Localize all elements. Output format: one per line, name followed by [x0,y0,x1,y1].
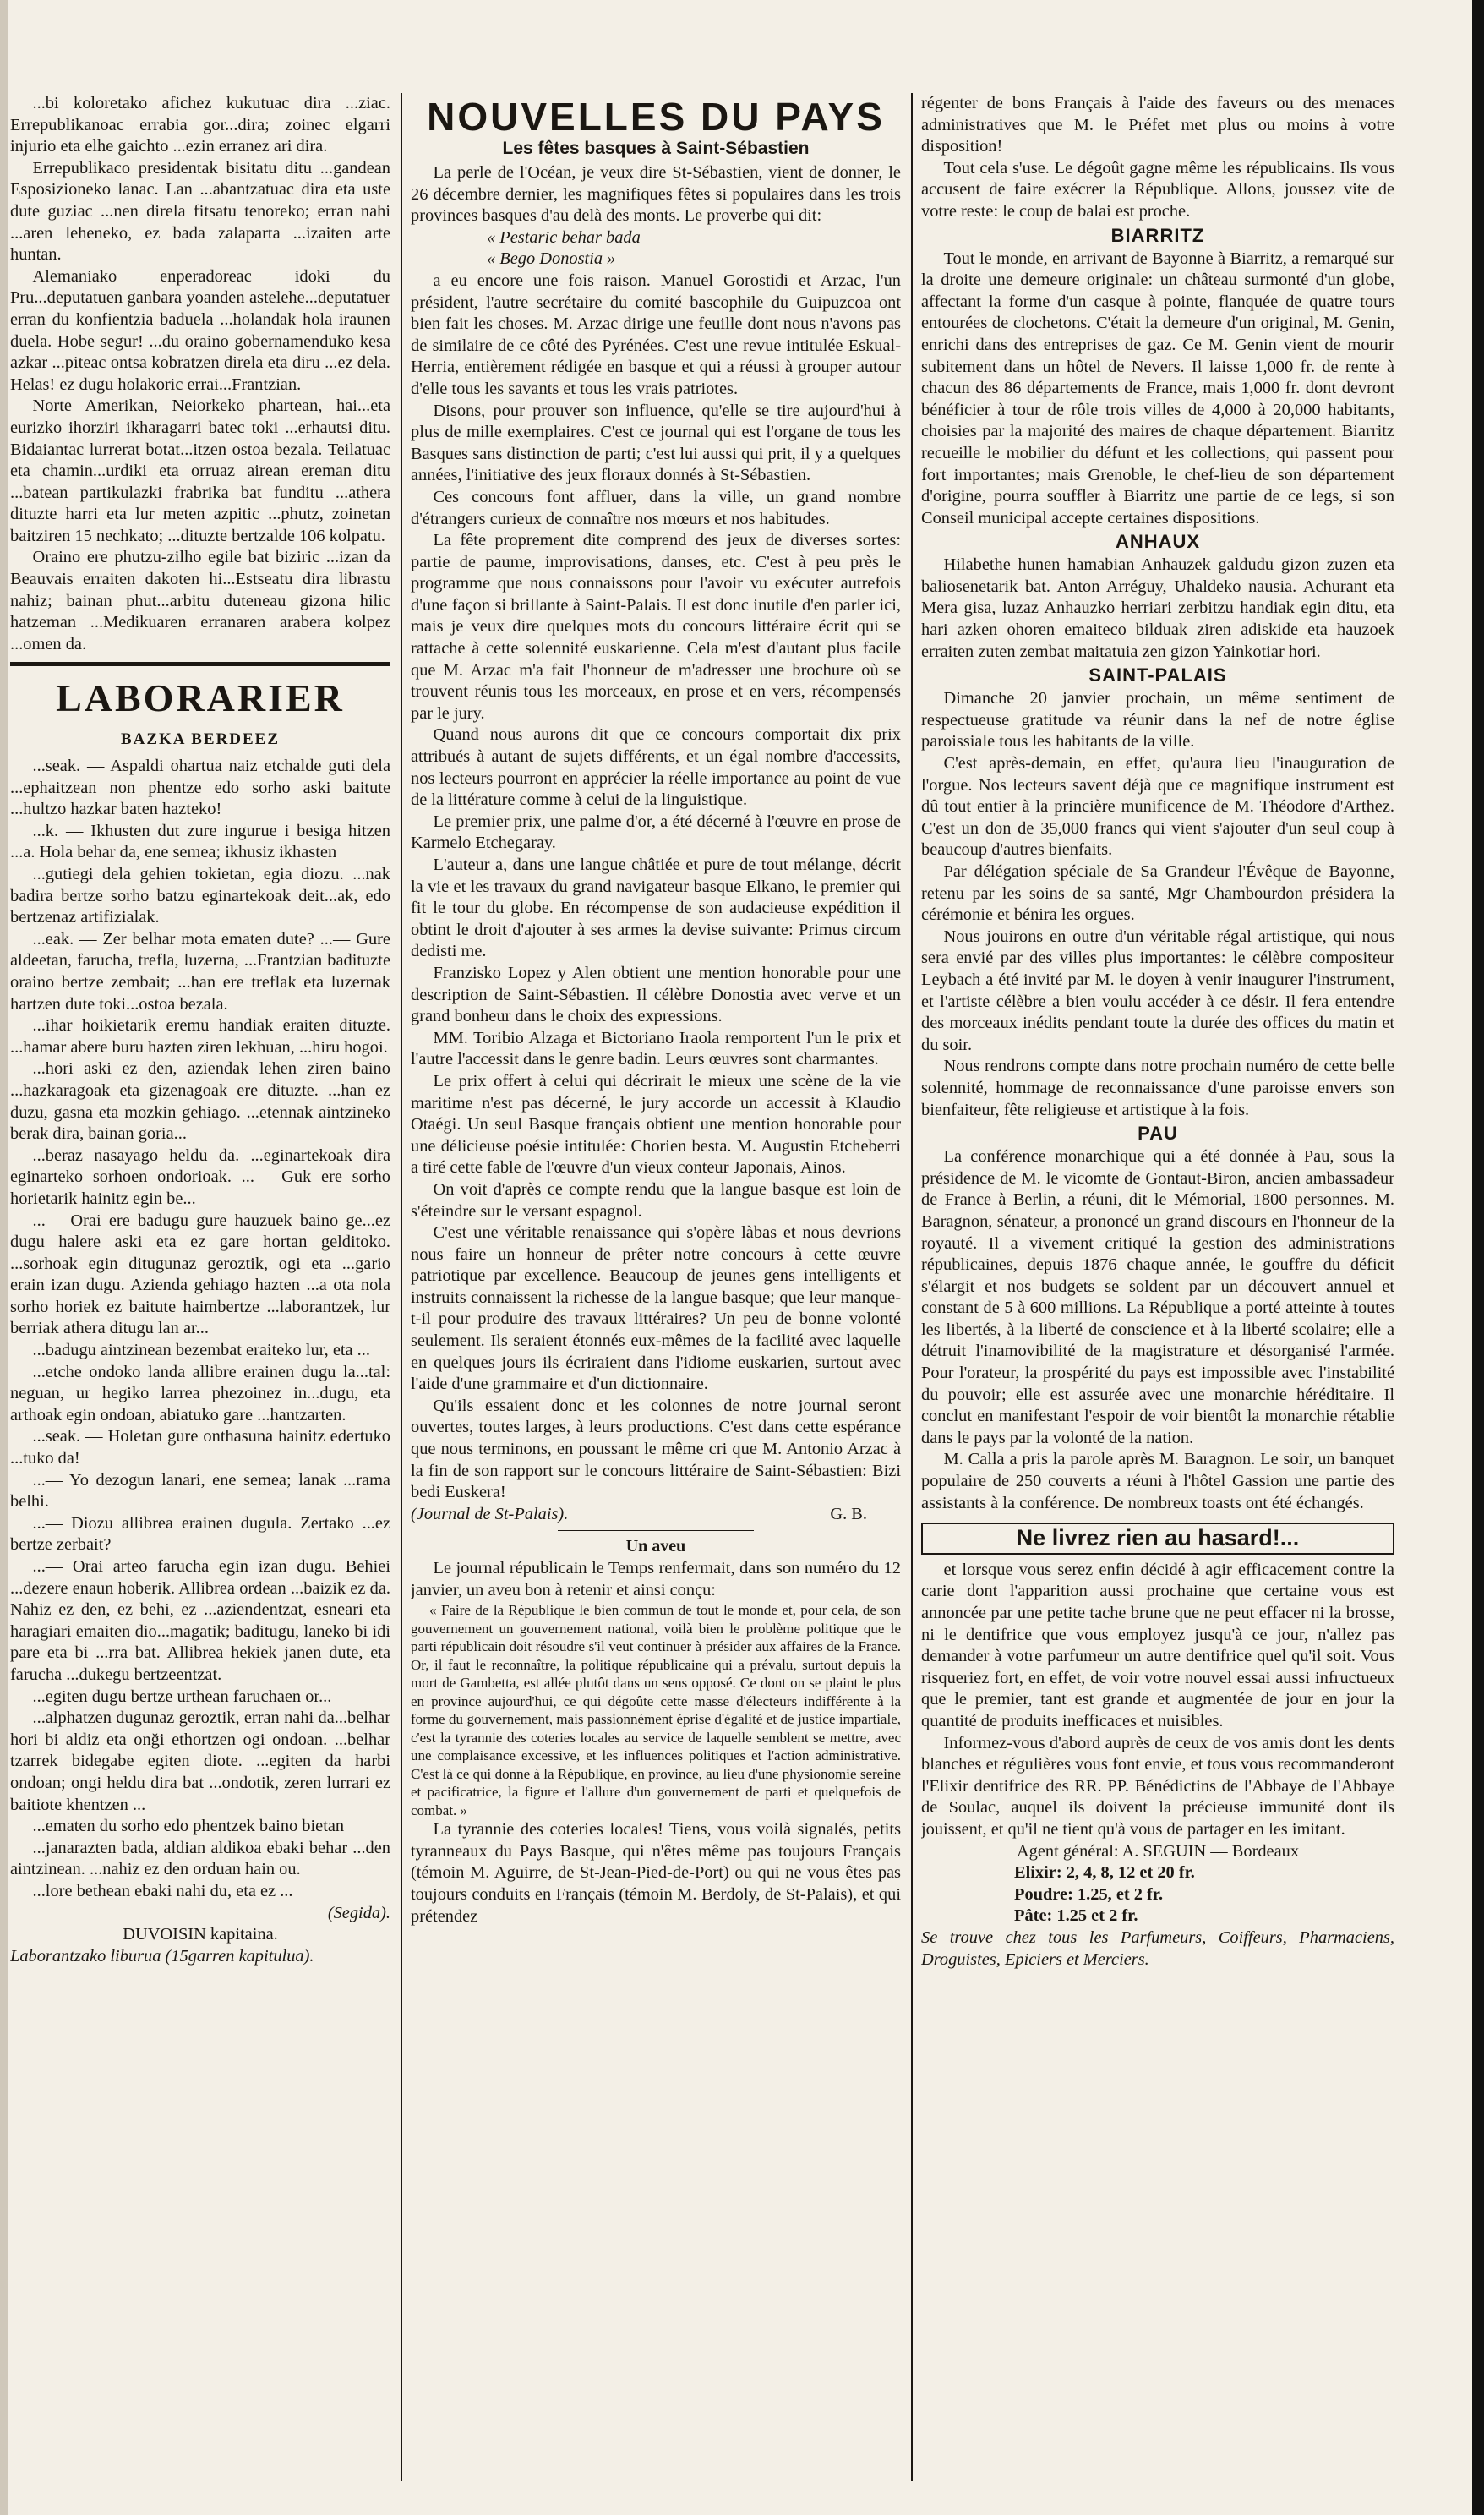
advert-paragraph: et lorsque vous serez enfin décidé à agir efficacement contre la carie dont l'apparition aussi prochaine que certaine vous est annoncée par une petite tache brune que ne peut effacer ni la brosse, ni le dentifrice que vous employez jusqu'à ce jour, n'allez pas demander à votre parfumeur un autre dentifrice quel qu'il soit. Vous risqueriez fort, en effet, de voir votre nouvel essai aussi infructueux que le premier, tant est grande et augmentée de jour en jour la quantité de produits inefficaces et nuisibles. [921,1560,1394,1730]
dialogue-paragraph: ...ematen du sorho edo phentzek baino bietan [32,1817,345,1836]
article-paragraph: Le premier prix, une palme d'or, a été décerné à l'œuvre en prose de Karmelo Etchegaray. [411,812,901,853]
dialogue-paragraph: ...ihar hoikietarik eremu handiak eraiten dituzte. ...hamar abere buru hazten ziren lekhuan, ...hiru hogoi. [10,1016,390,1057]
dialogue-paragraph: ...egiten dugu bertze urthean faruchaen or... [32,1687,332,1706]
basque-news-paragraphs [10,93,390,655]
news-paragraph: Alemaniako enperadoreac idoki du Pru...deputatuen ganbara yoanden astelehe...deputatuer erran du konfientzia baduela ...holandak hola iraunen duela. Hobe segur! ...du oraino gobernamenduko kesa azkar ...piteac ontsa kobratzen direla eta diru ...ez dela. Helas! ez dugu holakoric errai...Frantzian. [10,266,390,394]
dialogue-paragraph: ...janarazten bada, aldian aldikoa ebaki behar ...den aintzinean. ...nahiz ez den orduan hain ou. [10,1838,390,1879]
news-paragraph: Errepublikaco presidentak bisitatu ditu ...gandean Esposizioneko lanac. Lan ...abantzatuac dira eta uste dute guziac ...nen direla fitsatu tenoreko; erran nahi ...aren leheneko, ez bada zalaparta ...izaiten arte huntan. [10,158,390,265]
stpalais-paragraph: Par délégation spéciale de Sa Grandeur l'Évêque de Bayonne, retenu par les soins de sa santé, Mgr Chambourdon présidera la cérémonie et bénira les orgues. [921,862,1394,925]
stpalais-paragraph: Nous rendrons compte dans notre prochain numéro de cette belle solennité, hommage de reconnaissance d'une paroisse envers son bienfaiteur, fête religieuse et artistique à la fois. [921,1057,1394,1119]
column-basque-news [10,93,390,2481]
dialogue-paragraph: ...seak. — Holetan gure onthasuna hainitz edertuko ...tuko da! [10,1427,390,1468]
aveu-intro: Le journal républicain le Temps renfermait, dans son numéro du 12 janvier, un aveu bon à retenir et ainsi conçu: [411,1559,901,1599]
stpalais-paragraph: Nous jouirons en outre d'un véritable régal artistique, qui nous sera envié par des villes plus importantes: le célèbre compositeur Leybach a été invité par M. le doyen à venir inaugurer l'instrument, et l'artiste célèbre a bien voulu accéder à ce désir. Il fera entendre des morceaux inédits pendant toute la durée des offices du matin et du soir. [921,927,1394,1054]
proverb-line-2: « Bego Donostia » [487,249,616,269]
advert-text [921,1560,1394,1841]
nouvelles-subtitle: Les fêtes basques à Saint-Sébastien [502,139,810,158]
intro-paragraph-2: Tout cela s'use. Le dégoût gagne même les républicains. Ils vous accusent de faire exécrer la République. Allons, joussez vite de votre reste: le coup de balai est proche. [921,158,1394,221]
news-paragraph: Oraino ere phutzu-zilho egile bat biziric ...izan da Beauvais erraiten dakoten hi...Estseatu dira librastu nahiz; bainan phut...arbitu duteneau gizona hilic hatzeman ...Medikuaren erranaren arabera kolpez ...omen da. [10,548,390,653]
dialogue-paragraph: ...hori aski ez den, aziendak lehen ziren baino ...hazkaragoak eta gizenagoak ere dituzte. ...han ez duzu, gasna eta mozkin gehiago. ...etennak aintzineko berak dira, bainan goria... [10,1059,390,1144]
pau-paragraph: M. Calla a pris la parole après M. Baragnon. Le soir, un banquet populaire de 250 couverts a réuni à l'hôtel Gassion une partie des assistants à la conférence. De nombreux toasts ont été échangés. [921,1450,1394,1512]
price-pate: Pâte: 1.25 et 2 fr. [1014,1906,1138,1926]
column-regional [921,93,1394,2481]
laborarier-subtitle: BAZKA BERDEEZ [120,730,281,749]
laborarier-title: LABORARIER [56,676,345,720]
aveu-tail: La tyrannie des coteries locales! Tiens, vous voilà signalés, petits tyranneaux du Pays Basque, qui n'êtes même pas toujours Français (témoin M. Aguirre, de St-Jean-Pied-de-Port) ou qui ne vous êtes pas toujours conduits en Français (témoin M. Berdoly, de St-Palais), et qui prétendez [411,1820,901,1926]
article-paragraph: Le prix offert à celui qui décrirait le mieux une scène de la vie maritime n'est pas décerné, le jury accorde un accessit à Klaudio Otaégi. Un seul Basque français obtient une mention honorable pour une délicieuse poésie intitulée: Chorien besta. M. Augustin Etcheberri a tiré cette fable de l'œuvre d'un vieux conteur Japonais, Ainos. [411,1071,901,1178]
dialogue-paragraph: ...seak. — Aspaldi ohartua naiz etchalde guti dela ...ephaitzean non phentze edo sorho aski baitute ...hultzo hazkar baten hazteko! [10,757,390,819]
article-body [411,271,901,1504]
column-rule-2 [911,93,913,2481]
proverb-line-1: « Pestaric behar bada [487,227,641,247]
journal-ref-line [411,1504,901,1526]
dialogue-paragraph: ...lore bethean ebaki nahi du, eta ez ... [32,1881,293,1900]
pau-paragraph: La conférence monarchique qui a été donnée à Pau, sous la présidence de M. le vicomte de Gontaut-Biron, ancien ambassadeur de France à Berlin, a réuni, dit le Mémorial, 1800 personnes. M. Baragnon, sénateur, a prononcé un grand discours en l'honneur de la royauté. Il a vivement critiqué la gestion des administrations républicaines, depuis 1876 chaque année, le gouffre du déficit s'élargit et nos budgets se soldent par un découvert annuel et constant de 5 à 600 millions. La République a porté atteinte à toutes les libertés, à la liberté de conscience et à la liberté scolaire; elle a détruit l'inamovibilité de la magistrature et désorganisé l'armée. Pour l'orateur, la prospérité du pays est impossible avec l'instabilité du pouvoir; elle est assurée avec une monarchie héréditaire. Il conclut en manifestant l'espoir de voir bientôt la monarchie rétablie dans le pays par la volonté de la nation. [921,1147,1394,1447]
advert-footer: Se trouve chez tous les Parfumeurs, Coiffeurs, Pharmaciens, Droguistes, Epiciers et Merciers. [921,1927,1394,1969]
article-paragraph: Disons, pour prouver son influence, qu'elle se tire aujourd'hui à plus de mille exemplaires. C'est ce journal qui est l'organe de tous les Basques sans distinction de parti; c'est lui aussi qui prit, il y a quelques années, l'initiative des jeux floraux donnés à St-Sébastien. [411,401,901,485]
article-paragraph: On voit d'après ce compte rendu que la langue basque est loin de s'éteindre sur le versant espagnol. [411,1179,901,1221]
dialogue-paragraph: ...badugu aintzinean bezembat eraiteko lur, eta ... [32,1341,370,1360]
anhaux-title: ANHAUX [1115,531,1201,553]
dialogue-paragraph: ...beraz nasayago heldu da. ...eginartekoak dira eginarteko sorhoen ondorioak. ...— Guk ere sorho horietarik hainitz egin be... [10,1145,390,1208]
article-paragraph: C'est une véritable renaissance qui s'opère làbas et nous devrions nous faire un honneur de prêter notre concours à cette œuvre patriotique par excellence. Beaucoup de jeunes gens intelligents et instruits connaissent la richesse de la langue basque; que leur manque-t-il pour produire des travaux littéraires? Un peu de bonne volonté seulement. Ils seraient étonnés eux-mêmes de la facilité avec laquelle en quelques jours ils écriraient dans l'idiome euskarien, surtout avec l'aide d'une grammaire et d'un dictionnaire. [411,1223,901,1394]
advert-title: Ne livrez rien au hasard!... [921,1523,1394,1555]
news-paragraph: ...bi koloretako afichez kukutuac dira ...ziac. Errepublikanoac errabia gor...dira; zoinec elgarri injurio eta elhe gaichto ...ezin erranez ari dira. [10,94,390,156]
anhaux-text: Hilabethe hunen hamabian Anhauzek galdudu gizon zuzen eta baliosenetarik bat. Anton Arréguy, Uhaldeko nausia. Achurant eta Mera gisa, luzaz Anhauzko herriari zerbitzu handiak egin ditu, eta hari azken ohoren emaiteco bilduak ziren adiskide eta hauzoek erraiten zuten zembat maitatuia zen gizon Yainkotiar hori. [921,555,1394,661]
signature: DUVOISIN kapitaina. [123,1925,278,1944]
advert-agent: Agent général: A. SEGUIN — Bordeaux [1016,1841,1300,1861]
pau-title: PAU [1138,1123,1178,1145]
price-elixir: Elixir: 2, 4, 8, 12 et 20 fr. [1014,1863,1195,1883]
section-divider [10,662,390,666]
article-paragraph: La fête proprement dite comprend des jeux de diverses sortes: partie de paume, improvisations, danses, etc. C'est à peu près le programme que nous connaissons pour l'avoir vu exécuter autrefois d'une façon si brillante à Saint-Palais. Il est donc inutile d'en parler ici, mais je veux dire quelques mots du concours littéraire écrit qui se rattache à cette solennité euskarienne. Cela m'est d'autant plus facile que M. Arzac m'a fait l'honneur de m'adresser une brochure où se trouvent réunis tous les morceaux, en prose et en vers, récompensés par le jury. [411,531,901,723]
book-reference: Laborantzako liburua (15garren kapitulua). [10,1946,314,1966]
article-paragraph: Quand nous aurons dit que ce concours comportait dix prix attribués à autant de sujets différents, et un égal nombre d'accessits, nos lecteurs pourront en apprécier la réelle importance au point de vue de la littérature comme à celui de la linguistique. [411,725,901,810]
dialogue-paragraph: ...gutiegi dela gehien tokietan, egia diozu. ...nak badira bertze sorho batzu eginartekoak deit...ak, edo bertzenaz artifizialak. [10,865,390,927]
dialogue-paragraph: ...— Yo dezogun lanari, ene semea; lanak ...rama belhi. [10,1470,390,1512]
intro-paragraph: régenter de bons Français à l'aide des faveurs ou des menaces administratives que M. le Préfet met plus ou moins à votre disposition! [921,94,1394,156]
gb-signature: G. B. [830,1504,867,1523]
dialogue-paragraph: ...eak. — Zer belhar mota ematen dute? ...— Gure aldeetan, farucha, trefla, luzerna, ...Frantzian badituzte oraino bertze zembait; ...han ere treflak eta luzernak hartzen dute toki...ostoa bezala. [10,929,390,1014]
pau-text [921,1146,1394,1514]
column-nouvelles [411,93,901,2481]
news-paragraph: Norte Amerikan, Neiorkeko phartean, hai...eta eurizko ihorziri ikharagarri batec toki ...erhautsi ditu. Bidaiantac lurrerat botat...itzen ostoa bezala. Teilatuac eta chamin...urdiki eta orruaz airean ereman ditu ...batean partikulazki frabrika bat funditu ...athera dituzte harri eta lur meten azpitic ...phutz, zoinetan baitziren 15 nechkato; ...dituzte bertzalde 106 kolpatu. [10,396,390,545]
stpalais-paragraph: C'est après-demain, en effet, qu'aura lieu l'inauguration de l'orgue. Nos lecteurs savent déjà que ce magnifique instrument est dû tout entier à la princière munificence de M. Théodore d'Arthez. C'est un don de 35,000 francs qui vient s'ajouter d'un seul coup à beaucoup d'autres bienfaits. [921,754,1394,860]
aveu-quote: « Faire de la République le bien commun de tout le monde et, pour cela, de son gouvernement un gouvernement national, voilà bien le problème politique que le parti républicain doit résoudre s'il veut continuer à présider aux affaires de la France. Or, il faut le reconnaître, la politique républicaine qui a prévalu, surtout depuis la mort de Gambetta, est allée plutôt dans un sens opposé. Ce dont on se plaint le plus en province aujourd'hui, ce qui dégoûte cette masse d'électeurs indifférente à la forme du gouvernement, mais passionnément éprise d'égalité et de justice impartiale, c'est la tyrannie des coteries locales au service de laquelle semblent se mettre, avec une complaisance excessive, et les influences politiques et l'action administrative. C'est là ce qui donne à la République, en province, au lieu d'une physionomie sereine et pacificatrice, la figure et l'allure d'un gouvernement de parti et quelquefois de combat. » [411,1602,901,1818]
nouvelles-title: NOUVELLES DU PAYS [427,95,885,139]
article-paragraph: L'auteur a, dans une langue châtiée et pure de tout mélange, décrit la vie et les travaux du grand navigateur basque Elkano, le premier qui fit le tour du globe. En récompense de son audacieuse expédition il obtint le droit d'ajouter à ses armes la devise suivante: Primus circum dedisti me. [411,856,901,961]
dialogue-paragraph: ...— Diozu allibrea erainen dugula. Zertako ...ez bertze zerbait? [10,1513,390,1555]
article-paragraph: a eu encore une fois raison. Manuel Gorostidi et Arzac, l'un président, l'autre secrétaire du comité bascophile du Guipuzcoa ont bien fait les choses. M. Arzac dirige une feuille dont nous n'avons pas de similaire de ce côté des Pyrénées. C'est une revue intitulée Eskual-Herria, entièrement rédigée en basque et qui a réussi à grouper autour d'elle tous les savants et tous les vrais patriotes. [411,271,901,398]
biarritz-text: Tout le monde, en arrivant de Bayonne à Biarritz, a remarqué sur la droite une demeure originale: un château surmonté d'un globe, affectant la forme d'un casque à pointe, flanquée de quatre tours entourées de clochetons. C'était la demeure d'un original, M. Genin, enrichi dans des entreprises de gaz. Ce M. Genin vient de mourir subitement dans un hôtel de Nevers. Il laisse 1,000 fr. de rente à chacun des 86 départements de France, mais 1,000 fr. dont devront bénéficier à tour de rôle trois villes de 4,000 à 20,000 habitants, choisies par la majorité des maires de chaque département. Biarritz recueille le mobilier du défunt et les collections, qui passent pour fort importantes; mais Grenoble, le chef-lieu de son département d'origine, pourra souffler à Biarritz une partie de ce legs, si son Conseil municipal accepte certaines dispositions. [921,249,1394,528]
laborarier-dialogue [10,756,390,1902]
stpalais-text [921,688,1394,1121]
segida-note: (Segida). [327,1903,390,1922]
short-rule [558,1530,754,1531]
article-paragraph: MM. Toribio Alzaga et Bictoriano Iraola remportent l'un le prix et l'autre l'accessit dans le genre badin. Leurs œuvres sont charmantes. [411,1028,901,1069]
dialogue-paragraph: ...etche ondoko landa allibre erainen dugu la...tal: neguan, ur hegiko larrea phezoinez in...dugu, eta arthoak egin ondoan, abiatuko gare ...hantzarten. [10,1362,390,1424]
price-poudre: Poudre: 1.25, et 2 fr. [1014,1884,1164,1904]
journal-ref: (Journal de St-Palais). [411,1504,569,1523]
article-paragraph: Qu'ils essaient donc et les colonnes de notre journal seront ouvertes, toutes larges, à leurs productions. C'est dans cette espérance que nous terminons, en poussant le même cri que M. Antonio Arzac à la fin de son rapport sur le concours littéraire de Saint-Sébastien: Bizi bedi Euskera! [411,1396,901,1502]
article-paragraph: La perle de l'Océan, je veux dire St-Sébastien, vient de donner, le 26 décembre dernier, les magnifiques fêtes si populaires dans les trois provinces basques d'au delà des monts. Le proverbe qui dit: [411,163,901,226]
article-paragraph: Ces concours font affluer, dans la ville, un grand nombre d'étrangers curieux de connaître nos mœurs et nos habitudes. [411,487,901,528]
page-edge-right [1472,0,1484,2515]
biarritz-title: BIARRITZ [1110,224,1205,246]
aveu-title: Un aveu [625,1537,686,1556]
column-rule-1 [401,93,402,2481]
stpalais-title: SAINT-PALAIS [1088,664,1227,686]
advert-paragraph: Informez-vous d'abord auprès de ceux de vos amis dont les dents blanches et régulières vous font envie, et tous vous recommanderont l'Elixir dentifrice des RR. PP. Bénédictins de l'Abbaye de l'Abbaye de Soulac, auquel ils doivent la précieuse immunité dont ils jouissent, et qu'il ne tient qu'à vous de partager en les imitant. [921,1733,1394,1839]
page-edge-left [0,0,8,2515]
stpalais-paragraph: Dimanche 20 janvier prochain, un même sentiment de respectueuse gratitude va réunir dans la nef de notre église paroissiale tous les habitants de la ville. [921,689,1394,752]
dialogue-paragraph: ...alphatzen dugunaz geroztik, erran nahi da...belhar hori bi aldiz eta onği ethortzen ogi ondoan. ...belhar tzarrek bidegabe egiten diote. ...egiten da harbi ondoan; ongi heldu dira bat ...ondotik, zeren lurrari ez baitiote khentzen ... [10,1709,390,1814]
dialogue-paragraph: ...— Orai arteo farucha egin izan dugu. Behiei ...dezere enaun hoberik. Allibrea ordean ...baizik ez da. Nahiz ez den, ez behi, ez ...aziendentzat, esneari eta haragiari emaiten dio...magatik; baditugu, laneko bi idi pare eta bi ...rra bat. Allibrea hekiek janen dute, eta farucha ...dukegu bertzeentzat. [10,1557,390,1684]
dialogue-paragraph: ...— Orai ere badugu gure hauzuek baino ge...ez dugu halere aski eta ez gare hortan gelditoko. ...sorhoak egin ditugunaz geroztik, ogi eta ...gario erain izan dugu. Azienda gehiago hazten ...a ota nola sorho horiek ez baitute haimbertze ...laborantzek, lur berriak athera ditugu lan ar... [10,1211,390,1338]
article-paragraph: Franzisko Lopez y Alen obtient une mention honorable pour une description de Saint-Sébastien. Il célèbre Donostia avec verve et un grand bonheur dans le choix des expressions. [411,963,901,1026]
dialogue-paragraph: ...k. — Ikhusten dut zure ingurue i besiga hitzen ...a. Hola behar da, ene semea; ikhusiz ikhasten [10,821,390,862]
